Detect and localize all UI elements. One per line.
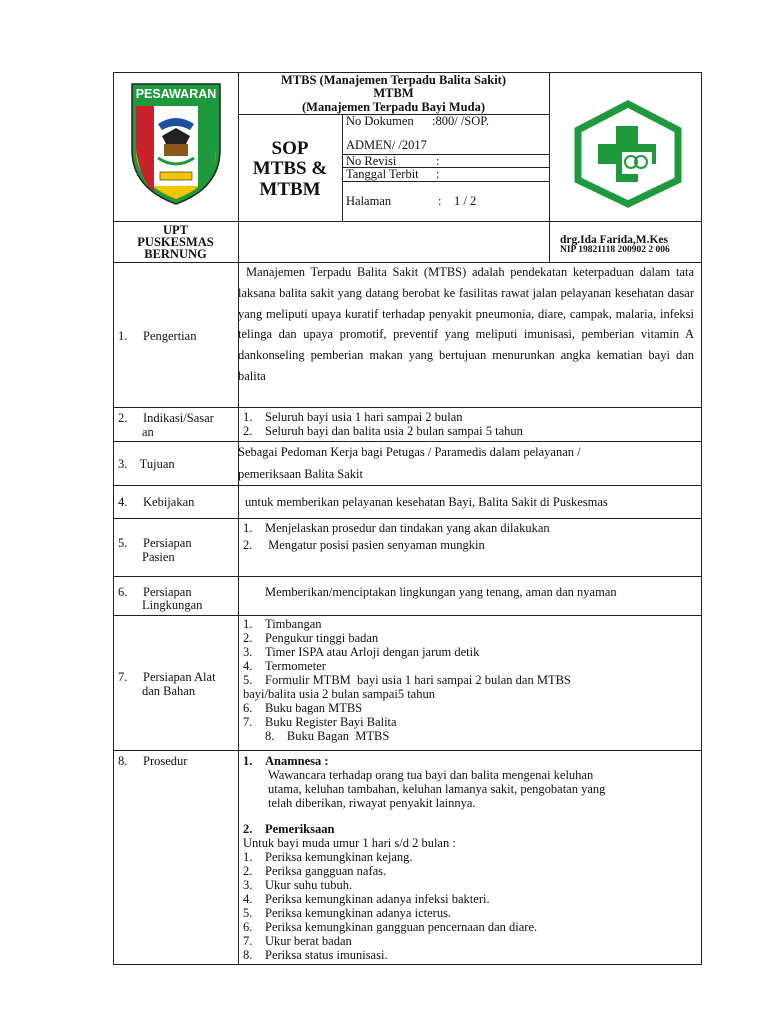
list-item: 3. Ukur suhu tubuh. bbox=[243, 878, 353, 892]
list-item: 2. Seluruh bayi dan balita usia 2 bulan sampai 5 tahun bbox=[243, 424, 523, 438]
list-item: 8. Buku Bagan MTBS bbox=[265, 729, 390, 743]
pemeriksaan-heading: 2. Pemeriksaan bbox=[243, 822, 335, 836]
lingkungan-text: Memberikan/menciptakan lingkungan yang tenang, aman dan nyaman bbox=[265, 585, 617, 599]
list-item-cont: bayi/balita usia 2 bulan sampai5 tahun bbox=[243, 687, 435, 701]
indikasi-list bbox=[243, 410, 693, 438]
list-item: 1. Menjelaskan prosedur dan tindakan yang akan dilakukan bbox=[243, 521, 550, 535]
pemeriksaan-intro: Untuk bayi muda umur 1 hari s/d 2 bulan : bbox=[243, 836, 456, 850]
row-label-lingkungan: 6. Persiapan bbox=[118, 585, 192, 599]
anamnesa-line: Wawancara terhadap orang tua bayi dan balita mengenai keluhan bbox=[268, 768, 594, 782]
sop-label-3: MTBM bbox=[259, 179, 321, 200]
doc-title-line1: MTBS (Manajemen Terpadu Balita Sakit) bbox=[280, 73, 507, 87]
org-line3: BERNUNG bbox=[144, 247, 207, 261]
row-label-indikasi: 2. Indikasi/Sasar bbox=[118, 411, 214, 425]
list-item: 5. Periksa kemungkinan adanya icterus. bbox=[243, 906, 452, 920]
row-label-prosedur: 8. Prosedur bbox=[118, 754, 188, 768]
row-label-alat: 7. Persiapan Alat bbox=[118, 670, 216, 684]
logo-title: PESAWARAN bbox=[135, 87, 217, 101]
row-label-lingkungan-cont: Lingkungan bbox=[142, 598, 203, 612]
doc-title-line2: MTBM bbox=[373, 86, 414, 100]
no-revisi-value: : bbox=[436, 154, 440, 168]
signer-name: drg.Ida Farida,M.Kes bbox=[560, 234, 668, 246]
tanggal-terbit-value: : bbox=[436, 167, 440, 181]
signer-nip: NIP 19821118 200902 2 006 bbox=[560, 245, 670, 255]
list-item: 7. Buku Register Bayi Balita bbox=[243, 715, 397, 729]
list-item: 2. Pengukur tinggi badan bbox=[243, 631, 379, 645]
tujuan-line2: pemeriksaan Balita Sakit bbox=[238, 467, 363, 481]
halaman-value: : 1 / 2 bbox=[438, 194, 477, 208]
doc-title-line3: (Manajemen Terpadu Bayi Muda) bbox=[301, 100, 485, 114]
list-item: 1. Periksa kemungkinan kejang. bbox=[243, 850, 413, 864]
row-label-indikasi-cont: an bbox=[142, 425, 154, 439]
no-dokumen-value-cont: ADMEN/ /2017 bbox=[346, 138, 427, 152]
list-item: 8. Periksa status imunisasi. bbox=[243, 948, 388, 962]
list-item: 6. Periksa kemungkinan gangguan pencernaan dan diare. bbox=[243, 920, 538, 934]
alat-list bbox=[243, 617, 693, 743]
list-item: 5. Formulir MTBM bayi usia 1 hari sampai 2 bulan dan MTBS bbox=[243, 673, 571, 687]
row-label-tujuan: 3. Tujuan bbox=[118, 457, 175, 471]
list-item: 2. Periksa gangguan nafas. bbox=[243, 864, 387, 878]
tanggal-terbit-label: Tanggal Terbit bbox=[346, 167, 419, 181]
org-line1: UPT bbox=[163, 223, 188, 237]
no-dokumen-value: :800/ /SOP. bbox=[432, 114, 489, 128]
puskesmas-logo bbox=[568, 100, 702, 208]
no-dokumen-label: No Dokumen bbox=[346, 114, 414, 128]
list-item: 4. Periksa kemungkinan adanya infeksi bakteri. bbox=[243, 892, 490, 906]
list-item: 7. Ukur berat badan bbox=[243, 934, 352, 948]
list-item: 2. Mengatur posisi pasien senyaman mungkin bbox=[243, 538, 485, 552]
sop-label-1: SOP bbox=[271, 138, 309, 159]
kebijakan-text: untuk memberikan pelayanan kesehatan Bayi, Balita Sakit di Puskesmas bbox=[245, 495, 608, 509]
tujuan-line1: Sebagai Pedoman Kerja bagi Petugas / Paramedis dalam pelayanan / bbox=[238, 445, 581, 459]
row-label-pasien: 5. Persiapan bbox=[118, 536, 192, 550]
list-item: 1. Seluruh bayi usia 1 hari sampai 2 bulan bbox=[243, 410, 463, 424]
row-label-kebijakan: 4. Kebijakan bbox=[118, 495, 195, 509]
pesawaran-logo bbox=[128, 80, 224, 208]
anamnesa-line: utama, keluhan tambahan, keluhan lamanya sakit, pengobatan yang bbox=[268, 782, 606, 796]
list-item: 3. Timer ISPA atau Arloji dengan jarum detik bbox=[243, 645, 480, 659]
list-item: 6. Buku bagan MTBS bbox=[243, 701, 363, 715]
sop-label-2: MTBS & bbox=[252, 158, 328, 179]
row-label-pasien-cont: Pasien bbox=[142, 550, 175, 564]
no-revisi-label: No Revisi bbox=[346, 154, 397, 168]
row-label-alat-cont: dan Bahan bbox=[142, 684, 196, 698]
org-line2: PUSKESMAS bbox=[137, 235, 214, 249]
halaman-label: Halaman bbox=[346, 194, 392, 208]
anamnesa-heading: 1. Anamnesa : bbox=[243, 754, 329, 768]
row-label-pengertian: 1. Pengertian bbox=[118, 329, 197, 343]
pengertian-text: Manajemen Terpadu Balita Sakit (MTBS) adalah pendekatan keterpaduan dalam tata laksana balita sakit yang datang berobat ke fasilitas rawat jalan pelayanan kesehatan dasar yang meliputi upaya kuratif terhadap penyakit pneumonia, diare, campak, malaria, infeksi telinga dan upaya promotif, preventif yang meliputi imunisasi, pemberian vitamin A dankonseling pemberian makan yang bertujuan menurunkan angka kematian bayi dan balita bbox=[238, 265, 694, 383]
cross-hexagon-icon bbox=[568, 100, 688, 208]
list-item: 4. Termometer bbox=[243, 659, 326, 673]
pemeriksaan-list bbox=[243, 850, 698, 962]
prosedur-content bbox=[243, 754, 698, 962]
list-item: 1. Timbangan bbox=[243, 617, 322, 631]
pasien-list bbox=[243, 521, 693, 552]
anamnesa-line: telah diberikan, riwayat penyakit lainnya. bbox=[268, 796, 476, 810]
